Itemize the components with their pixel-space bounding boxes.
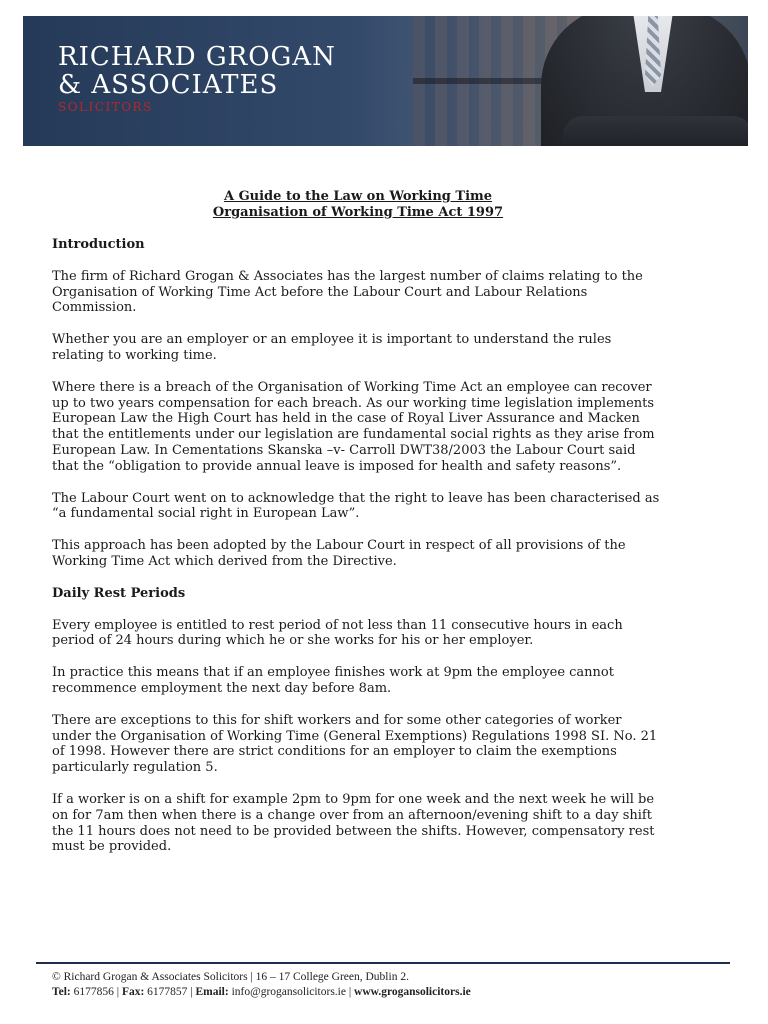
footer-contact bbox=[52, 985, 732, 1000]
paragraph: This approach has been adopted by the Labour Court in respect of all provisions of the Working Time Act which derived from the Directive. bbox=[52, 538, 626, 569]
fax-value: 6177857 | bbox=[144, 985, 196, 998]
email-label: Email: bbox=[195, 985, 229, 998]
title-line-1: A Guide to the Law on Working Time bbox=[223, 189, 493, 204]
heading-introduction: Introduction bbox=[52, 237, 145, 252]
paragraph: The Labour Court went on to acknowledge that the right to leave has been characterised as “a fundamental social right in European Law”. bbox=[52, 490, 660, 522]
logo-name: RICHARD GROGAN bbox=[58, 42, 336, 72]
tel-value: 6177856 | bbox=[70, 985, 122, 998]
footer-divider bbox=[36, 962, 730, 964]
paragraph: If a worker is on a shift for example 2pm to 9pm for one week and the next week he will be on for 7am then when there is a change over from an afternoon/evening shift to a day shift the 11 hours does not need to be provided between the shifts. However, compensatory rest must be provided. bbox=[52, 791, 655, 855]
logo-solicitors: SOLICITORS bbox=[58, 100, 153, 114]
paragraph: Whether you are an employer or an employee it is important to understand the rules relating to working time. bbox=[52, 332, 612, 363]
paragraph: Where there is a breach of the Organisation of Working Time Act an employee can recover up to two years compensation for each breach. As our working time legislation implements European Law the High Court has held in the case of Royal Liver Assurance and Macken that the entitlements under our legislation are fundamental social rights as they arise from European Law. In Cementations Skanska –v- Carroll DWT38/2003 the Labour Court said that the “obligation to provide annual leave is imposed for health and safety reasons”. bbox=[52, 379, 655, 474]
email-link[interactable]: info@grogansolicitors.ie | bbox=[228, 985, 355, 998]
paragraph: The firm of Richard Grogan & Associates has the largest number of claims relating to the Organisation of Working Time Act before the Labour Court and Labour Relations Commission. bbox=[52, 268, 643, 316]
heading-daily-rest: Daily Rest Periods bbox=[52, 585, 186, 601]
title-line-2: Organisation of Working Time Act 1997 bbox=[212, 205, 504, 220]
website-link[interactable]: www.grogansolicitors.ie bbox=[354, 985, 471, 998]
footer bbox=[52, 970, 732, 999]
tel-label: Tel: bbox=[52, 985, 71, 998]
paragraph: There are exceptions to this for shift workers and for some other categories of worker under the Organisation of Working Time (General Exemptions) Regulations 1998 SI. No. 21 of 1998. However there are strict conditions for an employer to claim the exemptions particularly regulation 5. bbox=[52, 712, 658, 776]
footer-address: © Richard Grogan & Associates Solicitors | 16 – 17 College Green, Dublin 2. bbox=[52, 971, 409, 983]
header-banner bbox=[23, 16, 748, 146]
document-body bbox=[52, 189, 664, 871]
person-arms bbox=[563, 116, 748, 146]
fax-label: Fax: bbox=[121, 985, 145, 998]
paragraph: Every employee is entitled to rest period of not less than 11 consecutive hours in each period of 24 hours during which he or she works for his or her employer. bbox=[52, 617, 623, 649]
document-title bbox=[52, 189, 664, 221]
paragraph: In practice this means that if an employee finishes work at 9pm the employee cannot recommence employment the next day before 8am. bbox=[52, 665, 614, 696]
logo-associates: & ASSOCIATES bbox=[58, 70, 279, 100]
